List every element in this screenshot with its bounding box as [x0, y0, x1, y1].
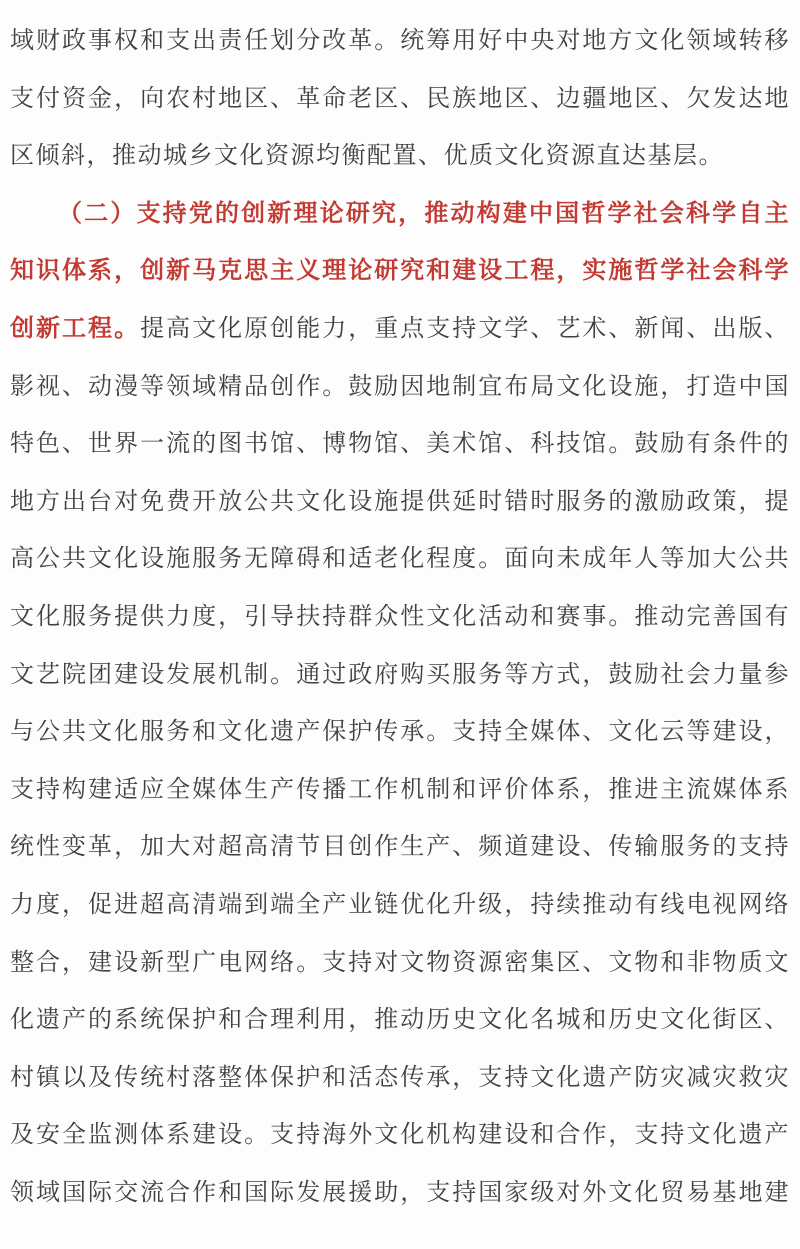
- text-segment: 区倾斜，推动城乡文化资源均衡配置、优质文化资源直达基层。: [10, 142, 724, 170]
- text-segment: 支付资金，向农村地区、革命老区、民族地区、边疆地区、欠发达地: [10, 84, 790, 112]
- text-line: [10, 1164, 790, 1222]
- text-line: [10, 991, 790, 1049]
- text-line: [10, 703, 790, 761]
- text-line: [10, 12, 790, 70]
- text-line: [10, 70, 790, 128]
- emphasis-text-segment: （二）支持党的创新理论研究，推动构建中国哲学社会科学自主: [58, 199, 790, 227]
- text-segment: 及安全监测体系建设。支持海外文化机构建设和合作，支持文化遗产: [10, 1121, 790, 1149]
- text-segment: 统性变革，加大对超高清节目创作生产、频道建设、传输服务的支持: [10, 833, 790, 861]
- text-line: [10, 934, 790, 992]
- text-segment: 地方出台对免费开放公共文化设施提供延时错时服务的激励政策，提: [10, 487, 790, 515]
- text-line: [10, 588, 790, 646]
- text-segment: 与公共文化服务和文化遗产保护传承。支持全媒体、文化云等建设，: [10, 718, 790, 746]
- text-segment: 力度，促进超高清端到端全产业链优化升级，持续推动有线电视网络: [10, 890, 790, 918]
- text-line: [10, 415, 790, 473]
- text-segment: 文艺院团建设发展机制。通过政府购买服务等方式，鼓励社会力量参: [10, 660, 790, 688]
- text-segment: 特色、世界一流的图书馆、博物馆、美术馆、科技馆。鼓励有条件的: [10, 430, 790, 458]
- text-line: [10, 300, 790, 358]
- text-line: [10, 358, 790, 416]
- text-line: [10, 761, 790, 819]
- text-segment: 村镇以及传统村落整体保护和活态传承，支持文化遗产防灾减灾救灾: [10, 1063, 790, 1091]
- text-segment: 高公共文化设施服务无障碍和适老化程度。面向未成年人等加大公共: [10, 545, 790, 573]
- text-segment: 提高文化原创能力，重点支持文学、艺术、新闻、出版、: [140, 314, 790, 342]
- emphasis-text-segment: 知识体系，创新马克思主义理论研究和建设工程，实施哲学社会科学: [10, 257, 790, 285]
- text-line: [10, 646, 790, 704]
- text-line: [10, 185, 790, 243]
- text-line: [10, 127, 790, 185]
- text-segment: 化遗产的系统保护和合理利用，推动历史文化名城和历史文化街区、: [10, 1006, 790, 1034]
- text-segment: 文化服务提供力度，引导扶持群众性文化活动和赛事。推动完善国有: [10, 602, 790, 630]
- text-line: [10, 530, 790, 588]
- text-segment: 领域国际交流合作和国际发展援助，支持国家级对外文化贸易基地建: [10, 1178, 790, 1206]
- text-line: [10, 1049, 790, 1107]
- text-line: [10, 876, 790, 934]
- text-line: [10, 242, 790, 300]
- text-segment: 域财政事权和支出责任划分改革。统筹用好中央对地方文化领域转移: [10, 27, 790, 54]
- text-segment: 整合，建设新型广电网络。支持对文物资源密集区、文物和非物质文: [10, 948, 790, 976]
- text-segment: 影视、动漫等领域精品创作。鼓励因地制宜布局文化设施，打造中国: [10, 372, 790, 400]
- text-line: [10, 818, 790, 876]
- text-line: [10, 473, 790, 531]
- text-segment: 支持构建适应全媒体生产传播工作机制和评价体系，推进主流媒体系: [10, 775, 790, 803]
- emphasis-text-segment: 创新工程。: [10, 314, 141, 342]
- text-line: [10, 1106, 790, 1164]
